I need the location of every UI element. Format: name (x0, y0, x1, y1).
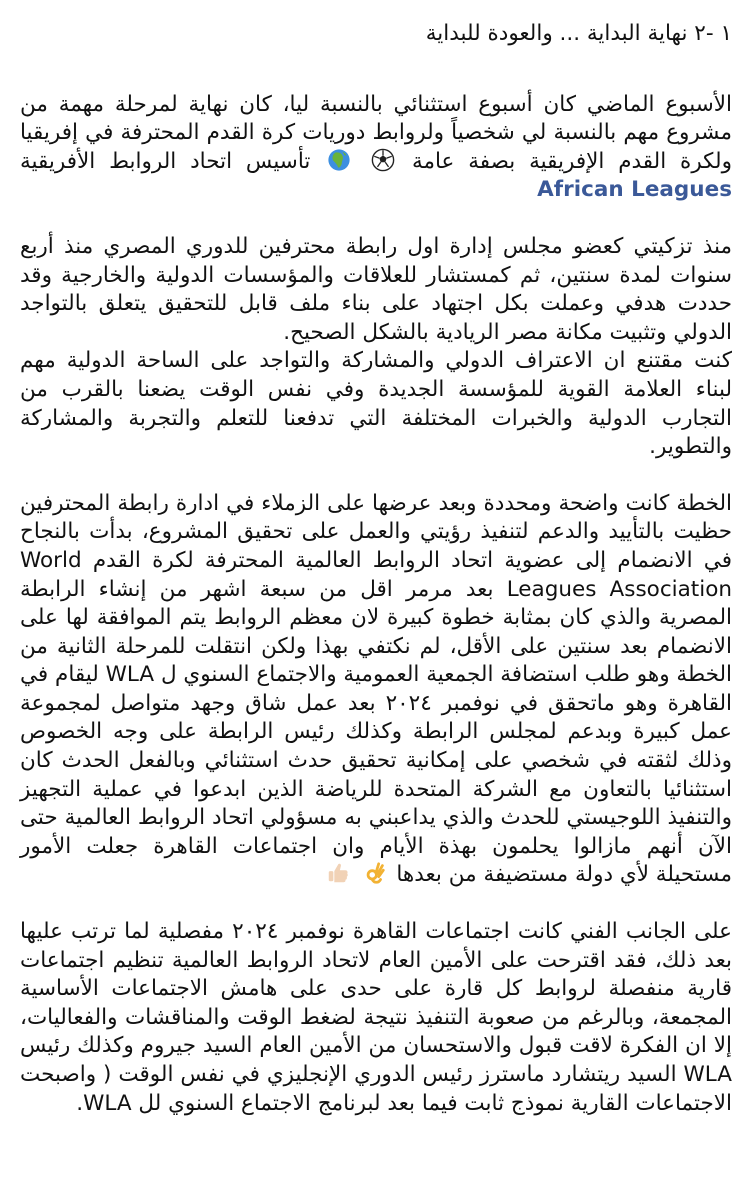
soccer-ball-icon (370, 148, 396, 172)
paragraph-5: على الجانب الفني كانت اجتماعات القاهرة نوفمبر ٢٠٢٤ مفصلية لما ترتب عليها بعد ذلك، فقد اقترحت على الأمين العام لاتحاد الروابط العالمية تنظيم اجتماعات قارية منفصلة لروابط كل قارة على حدى على هامش الاجتماعات الأساسية المجمعة، وبالرغم من صعوبة التنفيذ نتيجة لضغط الوقت والمناقشات والفعاليات، إلا ان الفكرة لاقت قبول والاستحسان من الأمين العام السيد جيروم وكذلك رئيس WLA السيد ريتشارد ماسترز رئيس الدوري الإنجليزي في نفس الوقت ( واصبحت الاجتماعات القارية نموذج ثابت فيما بعد لبرنامج الاجتماع السنوي لل WLA. (20, 919, 732, 1116)
paragraph-4 (20, 490, 732, 890)
spacer (20, 462, 732, 490)
spacer (20, 205, 732, 233)
paragraph-4-text: الخطة كانت واضحة ومحددة وبعد عرضها على الزملاء في ادارة رابطة المحترفين حظيت بالتأييد والدعم لتنفيذ رؤيتي والعمل على تحقيق المشروع، بدأت بالنجاح في الانضمام إلى عضوية اتحاد الروابط العالمية المحترفة لكرة القدم World Leagues Association بعد مرمر اقل من سبعة اشهر من إنشاء الرابطة المصرية والذي كان بمثابة خطوة كبيرة لان معظم الروابط يتم الموافقة لها على الانضمام بعد سنتين على الأقل، لم نكتفي بهذا ولكن انتقلت للمرحلة الثانية من الخطة وهو طلب استضافة الجمعية العمومية والاجتماع السنوي ل WLA ليقام في القاهرة وهو ماتحقق في نوفمبر ٢٠٢٤ بعد عمل شاق وجهد متواصل لمجموعة عمل كبيرة وبدعم لمجلس الرابطة وكذلك رئيس الرابطة على وجه الخصوص وذلك لثقته في شخصي على إمكانية تحقيق حدث استثنائي وبالفعل الحدث كان استثنائيا بالتعاون مع الشركة المتحدة للرياضة الذين ابدعوا في عملية التجهيز والتنفيذ اللوجيستي للحدث والذي يداعبني به مسؤولي اتحاد الروابط العالمية حتى الآن أنهم مازالوا يحلمون بهذة الأيام وان اجتماعات القاهرة جعلت الأمور مستحيلة لأي دولة مستضيفة من بعدها (20, 490, 732, 888)
african-leagues-link[interactable]: African Leagues (537, 177, 732, 203)
paragraph-1-text: الأسبوع الماضي كان أسبوع استثنائي بالنسبة ليا، كان نهاية لمرحلة مهمة من مشروع مهم بالنسبة لي شخصياً ولروابط دوريات كرة القدم المحترفة في إفريقيا ولكرة القدم الإفريقية بصفة عامة (20, 91, 732, 174)
paragraph-1-text-end: تأسيس اتحاد الروابط الأفريقية (20, 148, 311, 174)
thumbs-up-icon (325, 861, 351, 885)
paragraph-2: منذ تزكيتي كعضو مجلس إدارة اول رابطة محترفين للدوري المصري منذ أربع سنوات لمدة سنتين، ثم كمستشار للعلاقات والمؤسسات الدولية والخارجية وقد حددت هدفي وعملت بكل اجتهاد على بناء ملف قابل للتحقيق يتعلق بالتواجد الدولي وتثبيت مكانة مصر الريادية بالشكل الصحيح. (20, 233, 732, 345)
spacer (20, 890, 732, 918)
post-heading: ١ -٢ نهاية البداية ... والعودة للبداية (425, 21, 732, 46)
post-body (20, 20, 732, 1118)
paragraph-1 (20, 91, 732, 205)
ok-hand-icon (362, 861, 388, 885)
globe-africa-icon (326, 148, 352, 172)
paragraph-3: كنت مقتنع ان الاعتراف الدولي والمشاركة والتواجد على الساحة الدولية مهم لبناء العلامة القوية للمؤسسة الجديدة وفي نفس الوقت يضعنا بالقرب من التجارب الدولية والخبرات المختلفة التي تدفعنا للتعلم والتجربة والمشاركة والتطوير. (20, 348, 732, 460)
